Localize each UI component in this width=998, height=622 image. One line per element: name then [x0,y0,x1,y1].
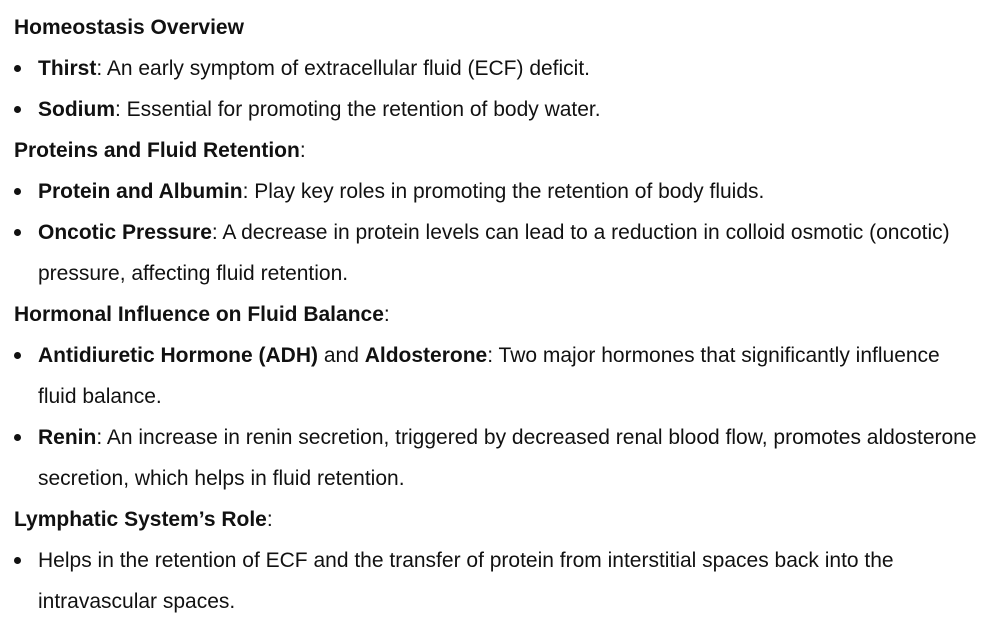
section-heading-text: Homeostasis Overview [14,16,244,39]
definition: : A decrease in protein levels can lead to a reduction in colloid osmotic (oncotic) pressure, affecting fluid retention. [38,221,950,285]
term: Thirst [38,57,97,80]
heading-colon: : [299,139,306,162]
section-heading [14,499,984,540]
definition: Helps in the retention of ECF and the transfer of protein from interstitial spaces back into the intravascular spaces. [38,549,894,613]
list-item [14,89,984,130]
term: Aldosterone [364,344,488,367]
bullet-list [14,540,984,622]
heading-colon: : [383,303,390,326]
definition: : An increase in renin secretion, triggered by decreased renal blood flow, promotes aldosterone secretion, which helps in fluid retention. [38,426,977,490]
definition: : Essential for promoting the retention of body water. [115,98,601,121]
term: Oncotic Pressure [38,221,212,244]
section-heading [14,294,984,335]
term: Sodium [38,98,115,121]
definition: : Play key roles in promoting the retention of body fluids. [242,180,765,203]
list-item [14,540,984,622]
term: Protein and Albumin [38,180,243,203]
section-heading-text: Lymphatic System’s Role [14,508,267,531]
definition: : An early symptom of extracellular fluid (ECF) deficit. [96,57,591,80]
term: Renin [38,426,97,449]
bullet-list [14,48,984,130]
list-item [14,335,984,417]
term: Antidiuretic Hormone (ADH) [38,344,318,367]
connector-text: and [318,344,365,367]
list-item [14,48,984,89]
section-heading-text: Proteins and Fluid Retention [14,139,300,162]
section-heading [14,7,984,48]
definition: : Two major hormones that significantly influence fluid balance. [38,344,940,408]
heading-colon: : [266,508,273,531]
bullet-list [14,171,984,294]
list-item [14,171,984,212]
list-item [14,417,984,499]
list-item [14,212,984,294]
section-heading [14,130,984,171]
bullet-list [14,335,984,499]
section-heading-text: Hormonal Influence on Fluid Balance [14,303,384,326]
